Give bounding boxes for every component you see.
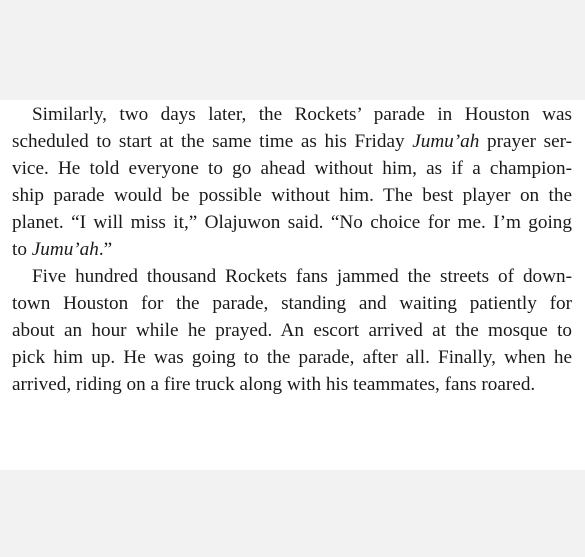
paragraph (12, 101, 572, 263)
text-line: vice. He told everyone to go ahead without him, as if a champion- (12, 158, 572, 179)
italic-term: Jumu’ah (412, 131, 480, 152)
text-line: town Houston for the parade, standing and waiting patiently for (12, 293, 572, 314)
book-text (12, 101, 572, 398)
text-line: pick him up. He was going to the parade, after all. Finally, when he (12, 347, 572, 368)
text-line: planet. “I will miss it,” Olajuwon said. “No choice for me. I’m going (12, 212, 572, 233)
text-line: Five hundred thousand Rockets fans jammed the streets of down- (32, 266, 572, 287)
paragraph (12, 263, 572, 398)
italic-term: Jumu’ah (31, 239, 99, 260)
text-line: ship parade would be possible without him. The best player on the (12, 185, 572, 206)
text-line: Similarly, two days later, the Rockets’ parade in Houston was (32, 104, 572, 125)
text-line: about an hour while he prayed. An escort arrived at the mosque to (12, 320, 572, 341)
text-line: arrived, riding on a fire truck along with his teammates, fans roared. (12, 374, 536, 395)
text-line: scheduled to start at the same time as his Friday Jumu’ah prayer ser- (12, 131, 572, 152)
text-line: to Jumu’ah.” (12, 239, 113, 260)
